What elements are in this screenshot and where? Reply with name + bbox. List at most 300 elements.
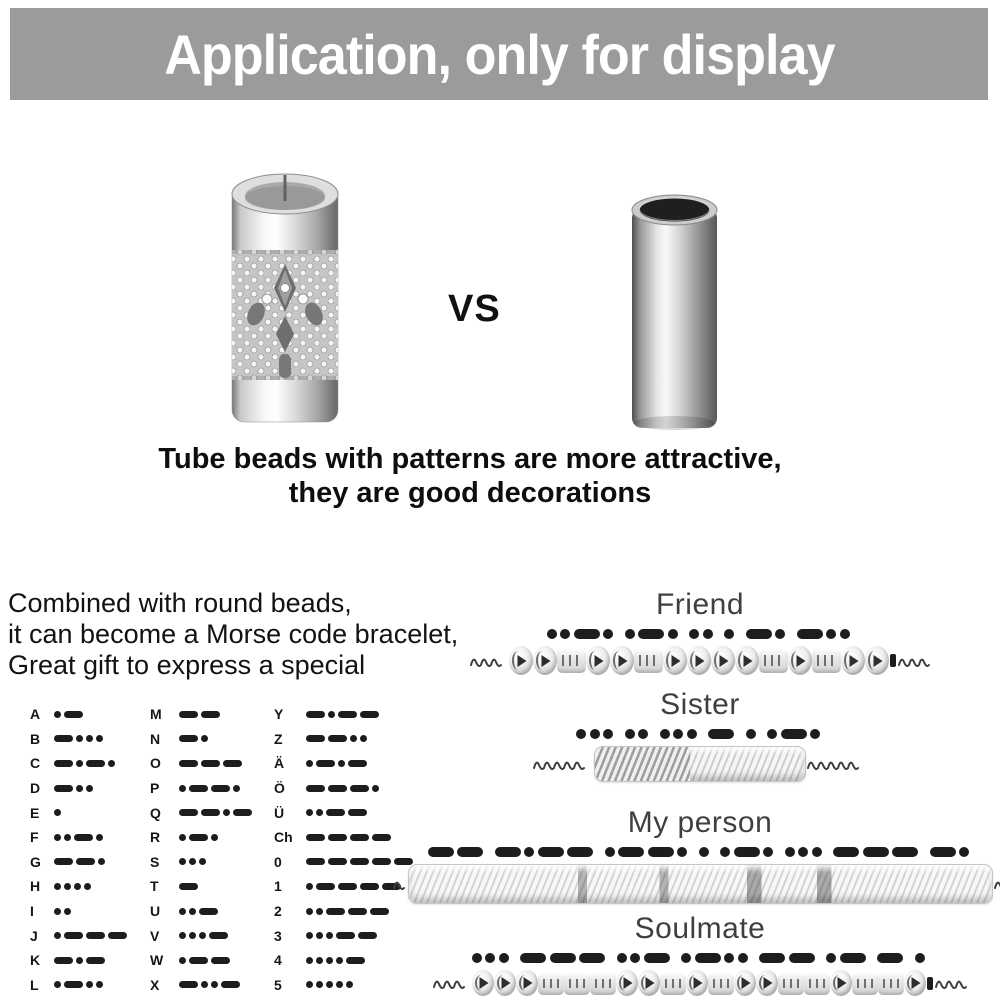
morse-dash bbox=[86, 760, 105, 767]
morse-dash bbox=[328, 834, 347, 841]
morse-code bbox=[54, 785, 96, 792]
morse-dot bbox=[306, 809, 313, 816]
morse-dash bbox=[348, 760, 367, 767]
banner bbox=[10, 8, 988, 100]
morse-dash bbox=[179, 711, 198, 718]
morse-dot bbox=[179, 834, 186, 841]
morse-dot bbox=[189, 908, 196, 915]
morse-dash bbox=[877, 953, 903, 963]
morse-dash bbox=[360, 883, 379, 890]
morse-letter: N bbox=[150, 730, 161, 747]
round-bead bbox=[830, 970, 852, 996]
morse-dash bbox=[306, 834, 325, 841]
morse-chart-row bbox=[30, 973, 130, 998]
morse-letter: 4 bbox=[274, 952, 282, 969]
morse-code bbox=[179, 785, 243, 792]
bracelet-image bbox=[532, 746, 868, 782]
morse-dot bbox=[328, 711, 335, 718]
morse-dot bbox=[630, 953, 640, 963]
round-bead bbox=[509, 646, 533, 675]
tube-bead bbox=[759, 648, 788, 673]
round-bead bbox=[494, 970, 516, 996]
morse-dash bbox=[201, 809, 220, 816]
chain-icon bbox=[469, 654, 509, 668]
morse-dash bbox=[695, 953, 721, 963]
morse-dash bbox=[306, 785, 325, 792]
morse-dot bbox=[840, 629, 850, 639]
morse-code bbox=[54, 834, 106, 841]
morse-code bbox=[179, 883, 201, 890]
banner-title: Application, only for display bbox=[163, 22, 835, 86]
morse-letter: X bbox=[150, 976, 160, 993]
morse-dot bbox=[959, 847, 969, 857]
morse-dash bbox=[350, 858, 369, 865]
morse-dash bbox=[520, 953, 546, 963]
morse-dash bbox=[108, 932, 127, 939]
morse-dot bbox=[96, 834, 103, 841]
morse-dash bbox=[789, 953, 815, 963]
morse-dash bbox=[350, 785, 369, 792]
morse-dot bbox=[76, 957, 83, 964]
morse-chart-row bbox=[30, 776, 130, 801]
morse-chart-row bbox=[274, 973, 416, 998]
morse-dash bbox=[538, 847, 564, 857]
morse-dash bbox=[346, 957, 365, 964]
morse-code bbox=[179, 809, 255, 816]
morse-letter: Ü bbox=[274, 804, 285, 821]
morse-dash bbox=[350, 834, 369, 841]
morse-dash bbox=[189, 785, 208, 792]
morse-letter: M bbox=[150, 706, 162, 723]
tube-bead bbox=[878, 972, 904, 995]
morse-dot bbox=[199, 858, 206, 865]
morse-dot bbox=[812, 847, 822, 857]
morse-dot bbox=[64, 883, 71, 890]
round-bead bbox=[841, 646, 865, 675]
bracelet-label: Friend bbox=[655, 588, 745, 621]
morse-dash bbox=[372, 858, 391, 865]
morse-dash bbox=[428, 847, 454, 857]
morse-dash bbox=[179, 883, 198, 890]
morse-dash bbox=[86, 932, 105, 939]
morse-code bbox=[306, 908, 392, 915]
morse-letter: E bbox=[30, 804, 40, 821]
morse-code bbox=[54, 711, 86, 718]
morse-dash bbox=[708, 729, 734, 739]
round-bead bbox=[734, 970, 756, 996]
morse-letter: Ä bbox=[274, 755, 285, 772]
morse-dot bbox=[673, 729, 683, 739]
vs-label: VS bbox=[448, 288, 501, 330]
morse-dot bbox=[76, 785, 83, 792]
morse-letter: R bbox=[150, 829, 161, 846]
morse-dash bbox=[338, 711, 357, 718]
morse-dot bbox=[346, 981, 353, 988]
morse-dot bbox=[915, 953, 925, 963]
morse-dot bbox=[603, 729, 613, 739]
morse-dot bbox=[485, 953, 495, 963]
morse-chart-row bbox=[150, 899, 255, 924]
morse-dot bbox=[86, 735, 93, 742]
tube-bead bbox=[804, 972, 830, 995]
morse-dot bbox=[687, 729, 697, 739]
comparison-caption bbox=[0, 443, 940, 510]
morse-code bbox=[306, 932, 380, 939]
morse-dot bbox=[96, 735, 103, 742]
morse-dot bbox=[316, 908, 323, 915]
chain-icon bbox=[806, 757, 868, 771]
morse-dot bbox=[798, 847, 808, 857]
morse-code bbox=[179, 711, 223, 718]
round-bead bbox=[516, 970, 538, 996]
morse-letter: I bbox=[30, 903, 34, 920]
round-bead bbox=[610, 646, 634, 675]
morse-chart-row bbox=[30, 800, 130, 825]
morse-dash bbox=[179, 809, 198, 816]
morse-dot bbox=[316, 957, 323, 964]
morse-dash bbox=[348, 809, 367, 816]
morse-dash bbox=[328, 735, 347, 742]
morse-chart-row bbox=[30, 702, 130, 727]
round-bead bbox=[711, 646, 735, 675]
morse-letter: Q bbox=[150, 804, 161, 821]
morse-letter: P bbox=[150, 780, 160, 797]
morse-dash bbox=[211, 957, 230, 964]
chain-icon bbox=[897, 654, 931, 668]
morse-code bbox=[179, 932, 231, 939]
morse-dot bbox=[306, 981, 313, 988]
morse-dash bbox=[338, 883, 357, 890]
morse-letter: 0 bbox=[274, 853, 282, 870]
morse-dot bbox=[810, 729, 820, 739]
morse-dot bbox=[201, 735, 208, 742]
morse-letter: C bbox=[30, 755, 41, 772]
round-bead bbox=[472, 970, 494, 996]
morse-dash bbox=[759, 953, 785, 963]
morse-chart-row bbox=[30, 874, 130, 899]
morse-letter: L bbox=[30, 976, 39, 993]
morse-letter: A bbox=[30, 706, 41, 723]
morse-dot bbox=[316, 981, 323, 988]
morse-dash bbox=[211, 785, 230, 792]
intro-line-1: Combined with round beads, bbox=[8, 588, 352, 618]
bracelet-image bbox=[432, 970, 968, 996]
morse-letter: W bbox=[150, 952, 164, 969]
morse-chart-row bbox=[150, 702, 255, 727]
morse-dot bbox=[360, 735, 367, 742]
morse-dot bbox=[703, 629, 713, 639]
morse-letter: O bbox=[150, 755, 161, 772]
morse-dash bbox=[495, 847, 521, 857]
morse-dot bbox=[499, 953, 509, 963]
bracelet-morse-row bbox=[428, 847, 973, 857]
morse-chart-row bbox=[150, 948, 255, 973]
morse-dot bbox=[306, 932, 313, 939]
bracelet-label: Sister bbox=[660, 688, 740, 721]
morse-chart-row bbox=[150, 751, 255, 776]
morse-dash bbox=[336, 932, 355, 939]
bracelet-morse-row bbox=[472, 953, 929, 963]
morse-dash bbox=[618, 847, 644, 857]
bracelet-section-myperson bbox=[390, 806, 1000, 904]
morse-dot bbox=[677, 847, 687, 857]
plain-tube-bead-image bbox=[627, 192, 722, 434]
morse-dash bbox=[179, 735, 198, 742]
morse-dash bbox=[892, 847, 918, 857]
morse-letter: J bbox=[30, 927, 38, 944]
round-bead bbox=[663, 646, 687, 675]
morse-code bbox=[306, 834, 394, 841]
morse-dot bbox=[689, 629, 699, 639]
morse-chart-row bbox=[274, 850, 416, 875]
morse-letter: Ch bbox=[274, 829, 293, 846]
round-bead bbox=[616, 970, 638, 996]
morse-dash bbox=[76, 858, 95, 865]
morse-chart-row bbox=[30, 948, 130, 973]
round-bead bbox=[735, 646, 759, 675]
morse-dot bbox=[179, 858, 186, 865]
morse-chart-row bbox=[30, 923, 130, 948]
round-bead bbox=[686, 970, 708, 996]
morse-dot bbox=[524, 847, 534, 857]
morse-dot bbox=[306, 957, 313, 964]
morse-dot bbox=[326, 932, 333, 939]
morse-letter: D bbox=[30, 780, 41, 797]
morse-dash bbox=[930, 847, 956, 857]
morse-dot bbox=[472, 953, 482, 963]
morse-dot bbox=[64, 908, 71, 915]
morse-dash bbox=[189, 957, 208, 964]
morse-chart-row bbox=[30, 751, 130, 776]
morse-dash bbox=[833, 847, 859, 857]
morse-dot bbox=[54, 834, 61, 841]
morse-dash bbox=[328, 785, 347, 792]
round-bead bbox=[586, 646, 610, 675]
morse-letter: K bbox=[30, 952, 41, 969]
morse-code bbox=[306, 785, 382, 792]
morse-dash bbox=[179, 981, 198, 988]
morse-letter: U bbox=[150, 903, 161, 920]
round-bead bbox=[904, 970, 926, 996]
round-bead bbox=[756, 970, 778, 996]
morse-dash bbox=[372, 834, 391, 841]
morse-dash bbox=[394, 858, 413, 865]
morse-chart-row bbox=[150, 874, 255, 899]
morse-dash bbox=[781, 729, 807, 739]
morse-chart-row bbox=[274, 899, 416, 924]
bracelet-image bbox=[469, 646, 931, 675]
morse-dot bbox=[201, 981, 208, 988]
morse-letter: B bbox=[30, 730, 41, 747]
morse-letter: V bbox=[150, 927, 160, 944]
tube-bead bbox=[564, 972, 590, 995]
morse-dash bbox=[64, 711, 83, 718]
morse-dot bbox=[54, 711, 61, 718]
morse-dash bbox=[201, 760, 220, 767]
morse-dot bbox=[54, 883, 61, 890]
morse-dot bbox=[316, 932, 323, 939]
morse-dot bbox=[590, 729, 600, 739]
morse-dot bbox=[108, 760, 115, 767]
morse-chart-row bbox=[150, 800, 255, 825]
chain-icon bbox=[934, 976, 968, 990]
morse-dash bbox=[644, 953, 670, 963]
morse-dot bbox=[179, 908, 186, 915]
morse-dot bbox=[54, 908, 61, 915]
morse-letter: F bbox=[30, 829, 39, 846]
morse-chart-row bbox=[274, 800, 416, 825]
morse-dash bbox=[209, 932, 228, 939]
morse-letter: T bbox=[150, 878, 159, 895]
morse-dot bbox=[74, 883, 81, 890]
tube-bead bbox=[557, 648, 586, 673]
morse-dash bbox=[638, 629, 664, 639]
clasp bbox=[890, 654, 896, 667]
morse-dash bbox=[201, 711, 220, 718]
morse-dot bbox=[724, 953, 734, 963]
morse-dot bbox=[98, 858, 105, 865]
morse-dot bbox=[638, 729, 648, 739]
round-bead bbox=[865, 646, 889, 675]
morse-dash bbox=[54, 760, 73, 767]
morse-dash bbox=[316, 760, 335, 767]
morse-dash bbox=[797, 629, 823, 639]
morse-code bbox=[179, 760, 245, 767]
morse-code bbox=[54, 981, 106, 988]
morse-dot bbox=[547, 629, 557, 639]
morse-code bbox=[54, 908, 74, 915]
morse-dot bbox=[96, 981, 103, 988]
tube-bead bbox=[538, 972, 564, 995]
morse-letter: Y bbox=[274, 706, 284, 723]
morse-code bbox=[306, 711, 382, 718]
round-bead bbox=[638, 970, 660, 996]
morse-dot bbox=[668, 629, 678, 639]
morse-code bbox=[54, 858, 108, 865]
morse-chart-row bbox=[274, 776, 416, 801]
round-bead bbox=[687, 646, 711, 675]
morse-dash bbox=[54, 735, 73, 742]
morse-dash bbox=[64, 981, 83, 988]
morse-code bbox=[179, 858, 209, 865]
morse-dot bbox=[54, 809, 61, 816]
morse-chart-row bbox=[30, 899, 130, 924]
morse-chart-row bbox=[274, 923, 416, 948]
morse-letter: Z bbox=[274, 730, 283, 747]
morse-dot bbox=[86, 785, 93, 792]
morse-dot bbox=[336, 957, 343, 964]
morse-dash bbox=[326, 908, 345, 915]
morse-dash bbox=[74, 834, 93, 841]
morse-code bbox=[306, 735, 370, 742]
morse-code bbox=[179, 735, 211, 742]
morse-dash bbox=[189, 834, 208, 841]
morse-chart-row bbox=[150, 727, 255, 752]
intro-line-3: Great gift to express a special bbox=[8, 650, 366, 680]
morse-dash bbox=[840, 953, 866, 963]
morse-dash bbox=[223, 760, 242, 767]
morse-dot bbox=[326, 957, 333, 964]
morse-dot bbox=[306, 883, 313, 890]
morse-chart-row bbox=[150, 973, 255, 998]
morse-chart bbox=[30, 702, 420, 998]
morse-code bbox=[306, 883, 404, 890]
morse-letter: Ö bbox=[274, 780, 285, 797]
morse-dash bbox=[360, 711, 379, 718]
morse-dot bbox=[233, 785, 240, 792]
morse-code bbox=[54, 809, 64, 816]
morse-dash bbox=[64, 932, 83, 939]
morse-dot bbox=[86, 981, 93, 988]
caption-line-1: Tube beads with patterns are more attractive, bbox=[158, 443, 782, 475]
morse-code bbox=[179, 908, 221, 915]
morse-dot bbox=[763, 847, 773, 857]
morse-dot bbox=[767, 729, 777, 739]
morse-dot bbox=[560, 629, 570, 639]
bracelet-section-friend bbox=[390, 588, 1000, 675]
morse-code bbox=[54, 735, 106, 742]
morse-chart-row bbox=[274, 874, 416, 899]
morse-dash bbox=[863, 847, 889, 857]
tube-bead bbox=[708, 972, 734, 995]
round-bead bbox=[788, 646, 812, 675]
morse-letter: 2 bbox=[274, 903, 282, 920]
morse-dash bbox=[734, 847, 760, 857]
coil-beads bbox=[594, 746, 806, 782]
morse-dash bbox=[199, 908, 218, 915]
morse-dot bbox=[724, 629, 734, 639]
morse-code bbox=[179, 957, 233, 964]
morse-dash bbox=[348, 908, 367, 915]
morse-dash bbox=[54, 957, 73, 964]
morse-dot bbox=[54, 932, 61, 939]
morse-chart-row bbox=[274, 751, 416, 776]
morse-letter: G bbox=[30, 853, 41, 870]
intro-line-2: it can become a Morse code bracelet, bbox=[8, 619, 459, 649]
morse-dash bbox=[579, 953, 605, 963]
morse-chart-row bbox=[150, 850, 255, 875]
morse-dash bbox=[648, 847, 674, 857]
morse-letter: S bbox=[150, 853, 160, 870]
morse-dot bbox=[785, 847, 795, 857]
morse-dot bbox=[76, 735, 83, 742]
tube-bead bbox=[778, 972, 804, 995]
morse-dot bbox=[738, 953, 748, 963]
tube-bead bbox=[852, 972, 878, 995]
morse-dot bbox=[211, 834, 218, 841]
morse-chart-row bbox=[30, 727, 130, 752]
morse-dot bbox=[306, 760, 313, 767]
morse-code bbox=[54, 760, 118, 767]
morse-letter: H bbox=[30, 878, 41, 895]
morse-code bbox=[54, 957, 108, 964]
morse-dot bbox=[660, 729, 670, 739]
morse-chart-row bbox=[30, 825, 130, 850]
morse-chart-row bbox=[274, 948, 416, 973]
morse-code bbox=[179, 834, 221, 841]
morse-letter: 5 bbox=[274, 976, 282, 993]
morse-chart-column bbox=[30, 702, 130, 997]
morse-dot bbox=[189, 858, 196, 865]
morse-dash bbox=[179, 760, 198, 767]
morse-dot bbox=[720, 847, 730, 857]
morse-dot bbox=[189, 932, 196, 939]
morse-chart-column bbox=[150, 702, 255, 997]
morse-dot bbox=[179, 932, 186, 939]
morse-dot bbox=[199, 932, 206, 939]
morse-dot bbox=[179, 785, 186, 792]
morse-dot bbox=[826, 629, 836, 639]
